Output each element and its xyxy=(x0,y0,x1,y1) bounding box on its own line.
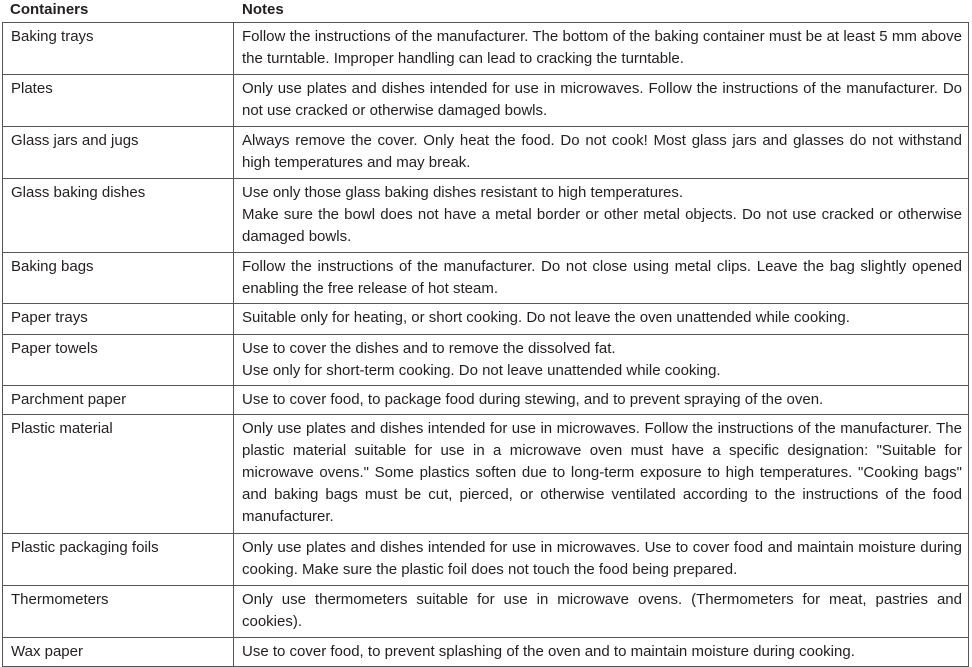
column-header-notes: Notes xyxy=(242,1,284,18)
container-cell: Glass baking dishes xyxy=(3,179,234,253)
notes-text: Use to cover food, to prevent splashing of the oven and to maintain moisture during cooking. xyxy=(242,643,855,660)
notes-cell xyxy=(234,23,969,75)
table-row xyxy=(3,253,969,304)
container-cell: Wax paper xyxy=(3,638,234,667)
notes-cell xyxy=(234,638,969,667)
notes-cell xyxy=(234,335,969,386)
notes-cell xyxy=(234,386,969,415)
column-header-containers: Containers xyxy=(10,1,89,18)
table-row xyxy=(3,534,969,586)
notes-text: Only use plates and dishes intended for use in microwaves. Follow the instructions of the manufacturer. The plastic material suitable for use in a microwave oven must have a specific designation: "Suitable for microwave ovens." Some plastics soften due to long-term exposure to high temperatures. "Cooking bags" and baking bags must be cut, pierced, or otherwise ventilated according to the instructions of the food manufacturer. xyxy=(242,420,962,525)
notes-cell xyxy=(234,179,969,253)
table-row xyxy=(3,335,969,386)
notes-text: Use only those glass baking dishes resistant to high temperatures. xyxy=(242,184,684,201)
table-row xyxy=(3,75,969,127)
notes-text: Use only for short-term cooking. Do not leave unattended while cooking. xyxy=(242,362,721,379)
table-row xyxy=(3,586,969,638)
table-row xyxy=(3,179,969,253)
notes-text: Use to cover food, to package food during stewing, and to prevent spraying of the oven. xyxy=(242,391,824,408)
table-row xyxy=(3,386,969,415)
notes-text: Follow the instructions of the manufacturer. Do not close using metal clips. Leave the bag slightly opened enabling the free release of hot steam. xyxy=(242,258,962,297)
container-cell: Plastic packaging foils xyxy=(3,534,234,586)
notes-text: Only use plates and dishes intended for use in microwaves. Follow the instructions of the manufacturer. Do not use cracked or otherwise damaged bowls. xyxy=(242,80,962,119)
container-cell: Parchment paper xyxy=(3,386,234,415)
notes-text: Only use thermometers suitable for use in microwave ovens. (Thermometers for meat, pastries and cookies). xyxy=(242,591,962,630)
notes-text: Always remove the cover. Only heat the food. Do not cook! Most glass jars and glasses do not withstand high temperatures and may break. xyxy=(242,132,962,171)
table-row xyxy=(3,304,969,335)
table-row xyxy=(3,23,969,75)
container-cell: Plastic material xyxy=(3,415,234,534)
notes-cell xyxy=(234,75,969,127)
container-cell: Baking bags xyxy=(3,253,234,304)
container-cell: Glass jars and jugs xyxy=(3,127,234,179)
notes-text: Follow the instructions of the manufacturer. The bottom of the baking container must be at least 5 mm above the turntable. Improper handling can lead to cracking the turntable. xyxy=(242,28,962,67)
table-body xyxy=(3,23,969,667)
container-cell: Paper trays xyxy=(3,304,234,335)
notes-text: Make sure the bowl does not have a metal border or other metal objects. Do not use cracked or otherwise damaged bowls. xyxy=(242,206,962,245)
notes-cell xyxy=(234,304,969,335)
notes-text: Suitable only for heating, or short cooking. Do not leave the oven unattended while cooking. xyxy=(242,309,850,326)
notes-cell xyxy=(234,253,969,304)
container-cell: Plates xyxy=(3,75,234,127)
container-cell: Paper towels xyxy=(3,335,234,386)
table-row xyxy=(3,415,969,534)
notes-text: Use to cover the dishes and to remove the dissolved fat. xyxy=(242,340,616,357)
table-row xyxy=(3,638,969,667)
table-row xyxy=(3,127,969,179)
notes-text: Only use plates and dishes intended for use in microwaves. Use to cover food and maintain moisture during cooking. Make sure the plastic foil does not touch the food being prepared. xyxy=(242,539,962,578)
containers-table xyxy=(2,22,969,667)
notes-cell xyxy=(234,127,969,179)
notes-cell xyxy=(234,415,969,534)
notes-cell xyxy=(234,586,969,638)
notes-cell xyxy=(234,534,969,586)
table-header xyxy=(0,0,972,22)
container-cell: Thermometers xyxy=(3,586,234,638)
container-cell: Baking trays xyxy=(3,23,234,75)
